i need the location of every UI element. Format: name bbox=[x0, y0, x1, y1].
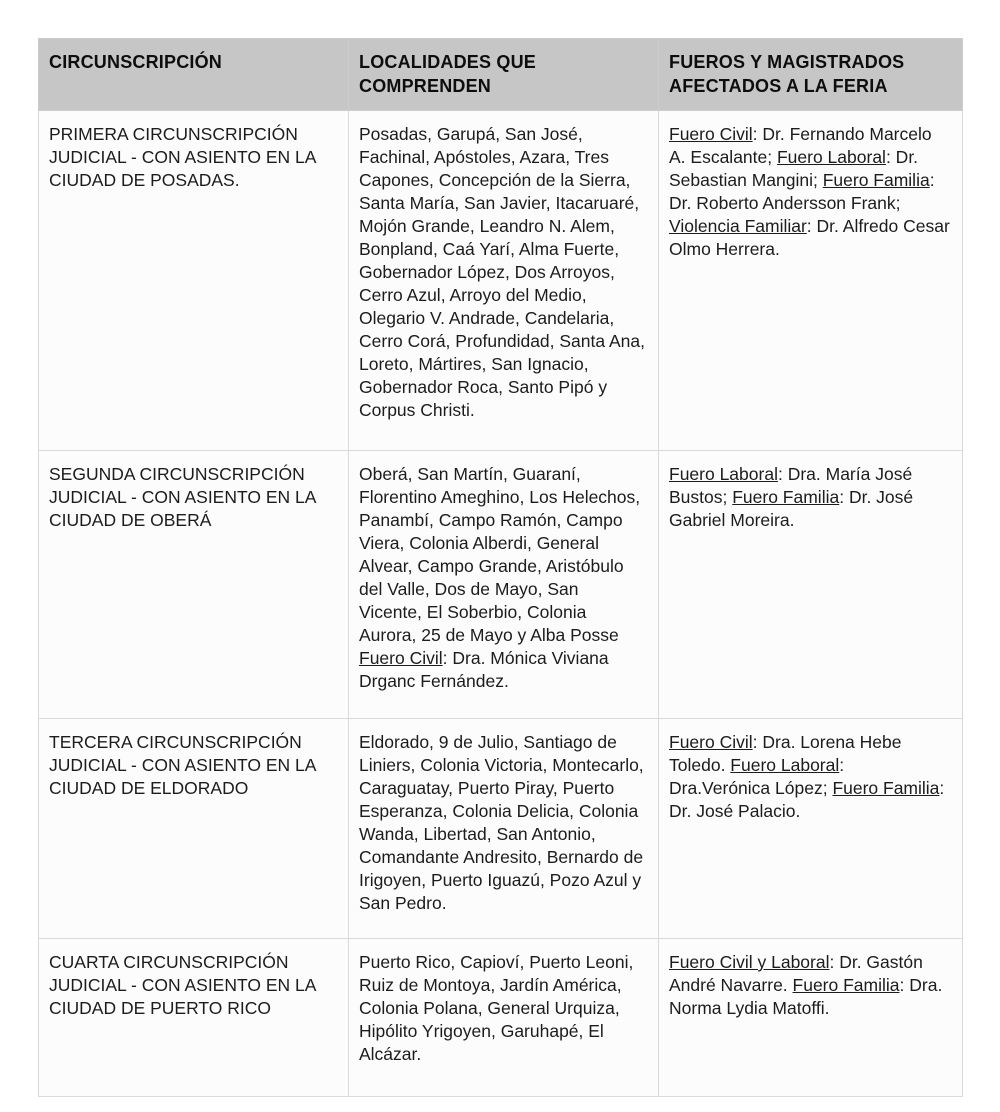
cell-circunscripcion: CUARTA CIRCUNSCRIPCIÓN JUDICIAL - CON ASIENTO EN LA CIUDAD DE PUERTO RICO bbox=[39, 939, 349, 1097]
text-segment: : Dr. Alfredo Cesar Olmo Herrera. bbox=[669, 216, 950, 259]
fuero-label: Fuero Civil y Laboral bbox=[669, 952, 830, 972]
text-segment: Oberá, San Martín, Guaraní, Florentino Ameghino, Los Helechos, Panambí, Campo Ramón, Campo Viera, Colonia Alberdi, General Alvear, Campo Grande, Aristóbulo del Valle, Dos de Mayo, San Vicente, El Soberbio, Colonia Aurora, 25 de Mayo y Alba Posse bbox=[359, 464, 641, 645]
text-segment: : Dra. Mónica Viviana Drganc Fernández. bbox=[359, 648, 609, 691]
text-segment: : Dr. José Palacio. bbox=[669, 778, 945, 821]
table-row bbox=[39, 719, 963, 939]
table-row bbox=[39, 939, 963, 1097]
fuero-label: Fuero Civil bbox=[669, 732, 753, 752]
fuero-label: Fuero Familia bbox=[832, 778, 940, 798]
text-segment: Eldorado, 9 de Julio, Santiago de Liniers, Colonia Victoria, Montecarlo, Caraguatay, Puerto Piray, Puerto Esperanza, Colonia Delicia, Colonia Wanda, Libertad, San Antonio, Comandante Andresito, Bernardo de Irigoyen, Puerto Iguazú, Pozo Azul y San Pedro. bbox=[359, 732, 644, 913]
cell-fueros bbox=[659, 451, 963, 719]
cell-localidades bbox=[349, 451, 659, 719]
table-row bbox=[39, 111, 963, 451]
text-segment: : Dr. Fernando Marcelo A. Escalante; bbox=[669, 124, 932, 167]
cell-fueros bbox=[659, 939, 963, 1097]
text-segment: : Dra. Norma Lydia Matoffi. bbox=[669, 975, 943, 1018]
text-segment: Puerto Rico, Capioví, Puerto Leoni, Ruiz de Montoya, Jardín América, Colonia Polana, General Urquiza, Hipólito Yrigoyen, Garuhapé, El Alcázar. bbox=[359, 952, 634, 1064]
fuero-label: Fuero Familia bbox=[732, 487, 840, 507]
fuero-label: Fuero Laboral bbox=[730, 755, 840, 775]
header-circunscripcion: CIRCUNSCRIPCIÓN bbox=[39, 39, 349, 111]
text-segment: : Dr. Gastón André Navarre. bbox=[669, 952, 923, 995]
cell-localidades bbox=[349, 939, 659, 1097]
text-segment: : Dr. José Gabriel Moreira. bbox=[669, 487, 914, 530]
text-segment: : Dra. Lorena Hebe Toledo. bbox=[669, 732, 902, 775]
fuero-label: Fuero Familia bbox=[792, 975, 900, 995]
cell-circunscripcion: PRIMERA CIRCUNSCRIPCIÓN JUDICIAL - CON ASIENTO EN LA CIUDAD DE POSADAS. bbox=[39, 111, 349, 451]
fuero-label: Fuero Laboral bbox=[669, 464, 778, 484]
cell-fueros bbox=[659, 111, 963, 451]
cell-localidades bbox=[349, 719, 659, 939]
header-fueros: FUEROS Y MAGISTRADOS AFECTADOS A LA FERIA bbox=[659, 39, 963, 111]
fuero-label: Violencia Familiar bbox=[669, 216, 807, 236]
circunscripciones-table bbox=[38, 38, 963, 1097]
table-row bbox=[39, 451, 963, 719]
text-segment: : Dr. Roberto Andersson Frank; bbox=[669, 170, 935, 213]
cell-circunscripcion: SEGUNDA CIRCUNSCRIPCIÓN JUDICIAL - CON ASIENTO EN LA CIUDAD DE OBERÁ bbox=[39, 451, 349, 719]
cell-localidades bbox=[349, 111, 659, 451]
text-segment: Posadas, Garupá, San José, Fachinal, Apóstoles, Azara, Tres Capones, Concepción de la Sierra, Santa María, San Javier, Itacaruaré, Mojón Grande, Leandro N. Alem, Bonpland, Caá Yarí, Alma Fuerte, Gobernador López, Dos Arroyos, Cerro Azul, Arroyo del Medio, Olegario V. Andrade, Candelaria, Cerro Corá, Profundidad, Santa Ana, Loreto, Mártires, San Ignacio, Gobernador Roca, Santo Pipó y Corpus Christi. bbox=[359, 124, 646, 420]
fuero-label: Fuero Civil bbox=[359, 648, 443, 668]
fuero-label: Fuero Laboral bbox=[776, 147, 886, 167]
text-segment: : Dr. Sebastian Mangini; bbox=[669, 147, 919, 190]
cell-circunscripcion: TERCERA CIRCUNSCRIPCIÓN JUDICIAL - CON ASIENTO EN LA CIUDAD DE ELDORADO bbox=[39, 719, 349, 939]
cell-fueros bbox=[659, 719, 963, 939]
header-localidades: LOCALIDADES QUE COMPRENDEN bbox=[349, 39, 659, 111]
feria-table-container bbox=[38, 38, 962, 1097]
header-row bbox=[39, 39, 963, 111]
fuero-label: Fuero Familia bbox=[822, 170, 930, 190]
text-segment: : Dra.Verónica López; bbox=[669, 755, 845, 798]
text-segment: : Dra. María José Bustos; bbox=[669, 464, 913, 507]
fuero-label: Fuero Civil bbox=[669, 124, 753, 144]
